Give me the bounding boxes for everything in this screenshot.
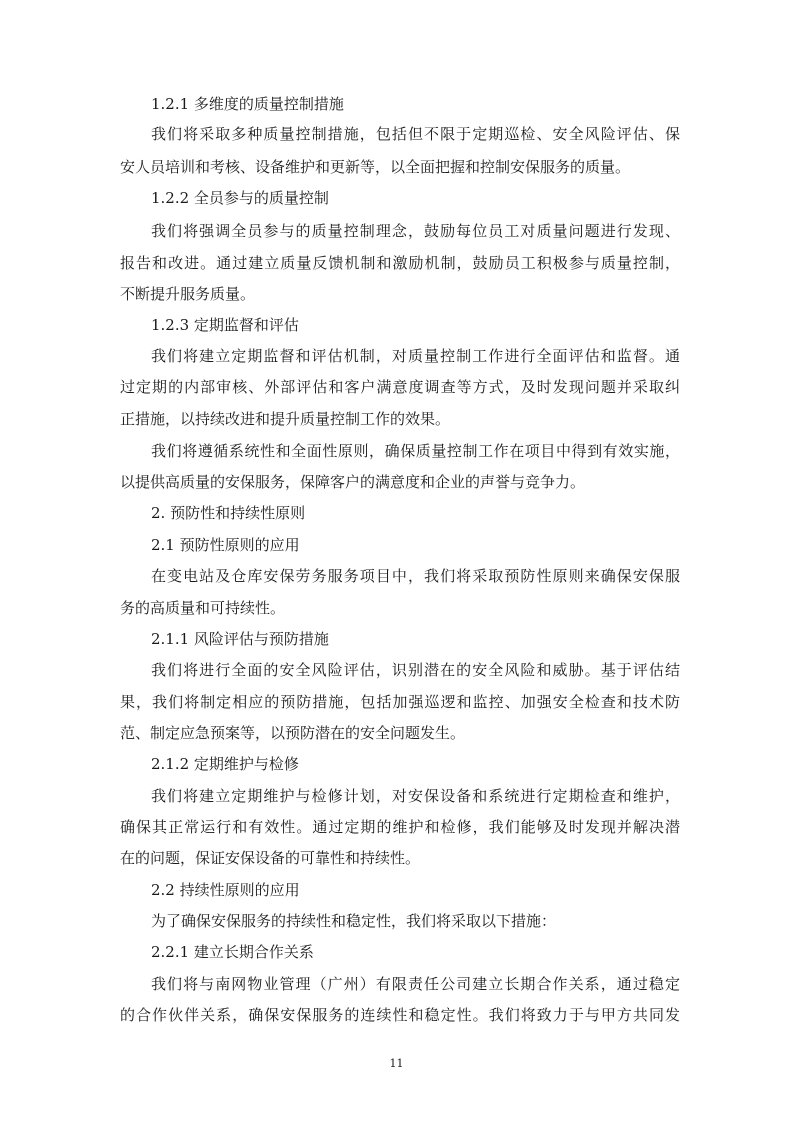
section-heading-2-1-1: 2.1.1 风险评估与预防措施 bbox=[151, 630, 329, 648]
paragraph-line: 务的高质量和可持续性。 bbox=[120, 599, 286, 617]
paragraph-line: 在的问题，保证安保设备的可靠性和持续性。 bbox=[120, 849, 421, 867]
section-heading-1-2-3: 1.2.3 定期监督和评估 bbox=[151, 316, 299, 334]
section-heading-1-2-2: 1.2.2 全员参与的质量控制 bbox=[151, 189, 329, 207]
paragraph-line: 不断提升服务质量。 bbox=[120, 285, 256, 303]
paragraph-line: 我们将遵循系统性和全面性原则，确保质量控制工作在项目中得到有效实施， bbox=[151, 442, 680, 460]
section-heading-2-1-2: 2.1.2 定期维护与检修 bbox=[151, 755, 299, 773]
paragraph-line: 安人员培训和考核、设备维护和更新等，以全面把握和控制安保服务的质量。 bbox=[120, 158, 631, 176]
paragraph-line: 正措施，以持续改进和提升质量控制工作的效果。 bbox=[120, 410, 451, 428]
paragraph-line: 我们将采取多种质量控制措施，包括但不限于定期巡检、安全风险评估、保 bbox=[151, 125, 680, 143]
paragraph-line: 我们将建立定期监督和评估机制，对质量控制工作进行全面评估和监督。通 bbox=[151, 347, 680, 365]
page-number: 11 bbox=[389, 1057, 404, 1070]
paragraph-line: 确保其正常运行和有效性。通过定期的维护和检修，我们能够及时发现并解决潜 bbox=[120, 818, 680, 836]
section-heading-2-2: 2.2 持续性原则的应用 bbox=[151, 881, 300, 899]
paragraph-line: 以提供高质量的安保服务，保障客户的满意度和企业的声誉与竞争力。 bbox=[120, 473, 586, 491]
section-heading-2: 2. 预防性和持续性原则 bbox=[151, 504, 306, 522]
paragraph-line: 果，我们将制定相应的预防措施，包括加强巡逻和监控、加强安全检查和技术防 bbox=[120, 693, 680, 711]
section-heading-2-2-1: 2.2.1 建立长期合作关系 bbox=[151, 943, 314, 961]
paragraph-line: 过定期的内部审核、外部评估和客户满意度调查等方式，及时发现问题并采取纠 bbox=[120, 378, 680, 396]
section-heading-2-1: 2.1 预防性原则的应用 bbox=[151, 536, 300, 554]
paragraph-line: 我们将与南网物业管理（广州）有限责任公司建立长期合作关系，通过稳定 bbox=[151, 975, 680, 993]
paragraph-line: 我们将建立定期维护与检修计划，对安保设备和系统进行定期检查和维护， bbox=[151, 787, 680, 805]
paragraph-line: 我们将强调全员参与的质量控制理念，鼓励每位员工对质量问题进行发现、 bbox=[151, 222, 680, 240]
paragraph-line: 的合作伙伴关系，确保安保服务的连续性和稳定性。我们将致力于与甲方共同发 bbox=[120, 1006, 680, 1024]
paragraph-line: 为了确保安保服务的持续性和稳定性，我们将采取以下措施： bbox=[151, 912, 557, 930]
paragraph-line: 报告和改进。通过建立质量反馈机制和激励机制，鼓励员工积极参与质量控制， bbox=[120, 254, 680, 272]
paragraph-line: 范、制定应急预案等，以预防潜在的安全问题发生。 bbox=[120, 724, 466, 742]
paragraph-line: 我们将进行全面的安全风险评估，识别潜在的安全风险和威胁。基于评估结 bbox=[151, 661, 680, 679]
section-heading-1-2-1: 1.2.1 多维度的质量控制措施 bbox=[151, 95, 344, 113]
paragraph-line: 在变电站及仓库安保劳务服务项目中，我们将采取预防性原则来确保安保服 bbox=[151, 567, 680, 585]
